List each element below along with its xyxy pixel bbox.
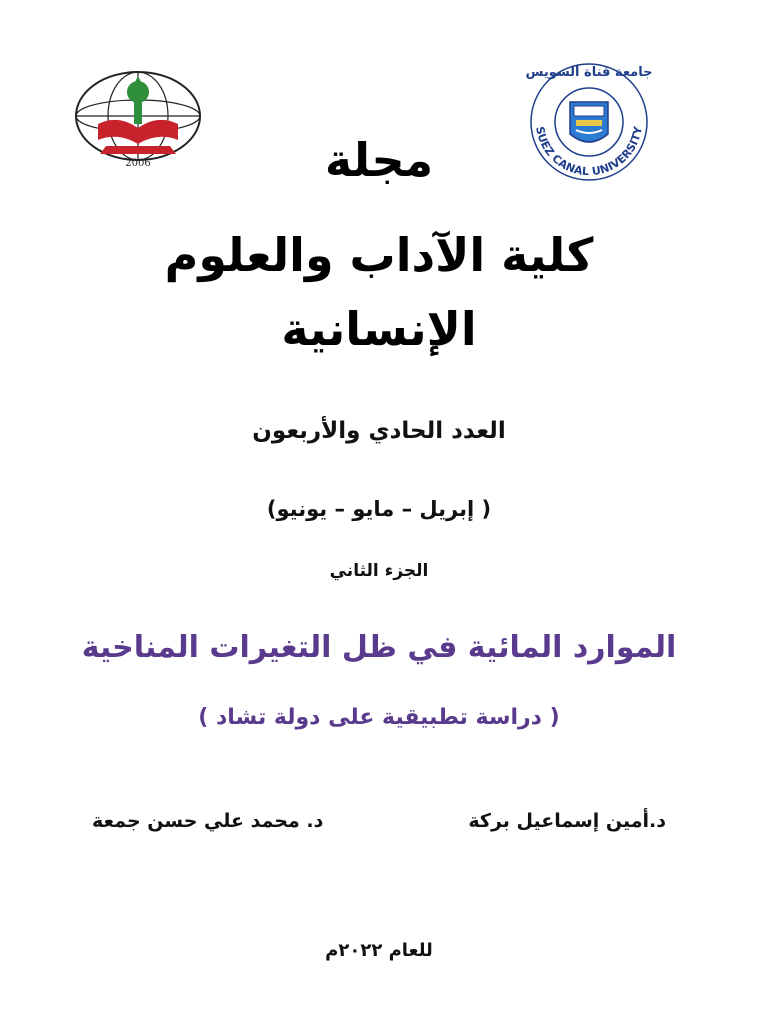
university-name-en: SUEZ CANAL UNIVERSITY bbox=[533, 125, 645, 179]
article-title: الموارد المائية في ظل التغيرات المناخية bbox=[81, 630, 677, 665]
college-name-line2: الإنسانية bbox=[281, 302, 477, 356]
issue-part: الجزء الثاني bbox=[329, 561, 429, 581]
issue-months: ( إبريل – مايو – يونيو) bbox=[266, 497, 492, 521]
publication-year: للعام ٢٠٢٢م bbox=[325, 940, 433, 961]
article-subtitle: ( دراسة تطبيقية على دولة تشاد ) bbox=[198, 705, 560, 730]
issue-number: العدد الحادي والأربعون bbox=[252, 418, 506, 444]
author-2: د. محمد علي حسن جمعة bbox=[92, 810, 324, 832]
college-name-line1: كلية الآداب والعلوم bbox=[164, 228, 594, 282]
author-1: د.أمين إسماعيل بركة bbox=[468, 810, 666, 832]
university-name-ar: جامعة قناة السويس bbox=[525, 65, 653, 80]
magazine-label: مجلة bbox=[324, 133, 434, 187]
faculty-logo-year: 2006 bbox=[125, 158, 151, 169]
